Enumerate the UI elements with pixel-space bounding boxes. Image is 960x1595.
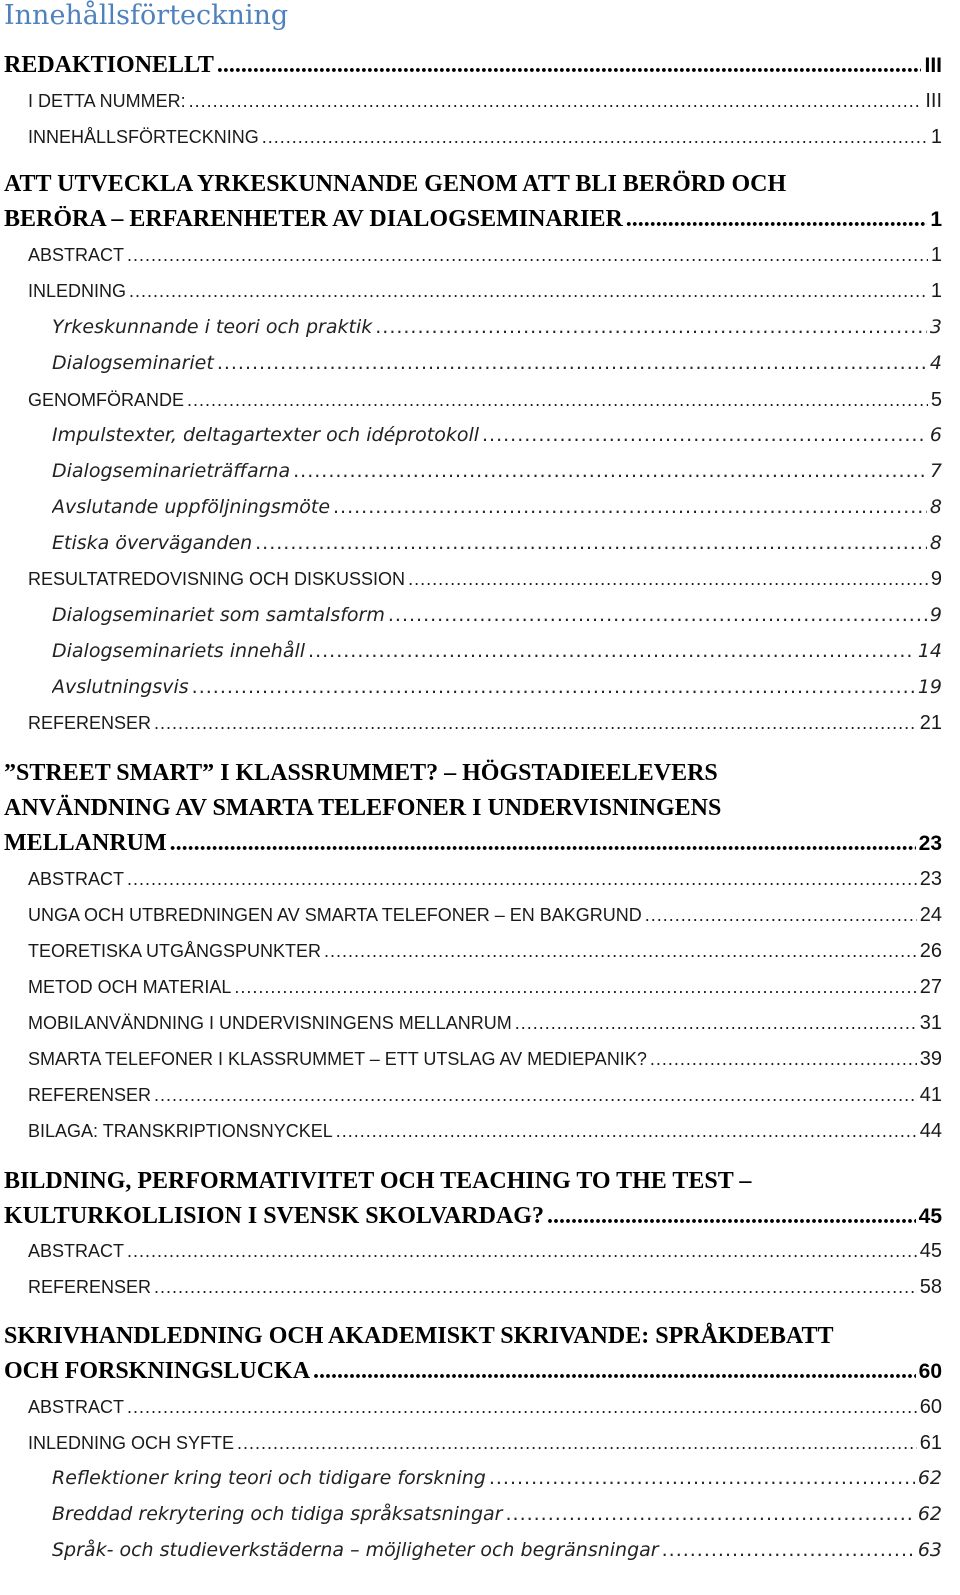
toc-page-number: 58 [919,1276,942,1298]
toc-entry-level2[interactable] [28,712,942,735]
toc-page-number: 62 [917,1503,942,1525]
toc-entry-title: ABSTRACT [28,1397,125,1417]
toc-leader-dots [129,281,928,302]
toc-page-number: 8 [929,532,942,554]
toc-entry-title: BERÖRA – ERFARENHETER AV DIALOGSEMINARIER [4,206,623,232]
toc-entry-level3[interactable] [52,460,942,482]
toc-entry-title: Reflektioner kring teori och tidigare forskning [52,1467,486,1489]
toc-leader-dots [505,1503,914,1525]
toc-entry-level3[interactable] [52,1467,942,1489]
toc-entry-level3[interactable] [52,640,942,662]
toc-entry-title: ABSTRACT [28,1241,125,1261]
toc-entry-level2[interactable] [28,90,942,113]
toc-page-number: 26 [919,940,942,962]
toc-leader-dots [217,352,927,374]
toc-leader-dots [262,127,928,148]
toc-leader-dots [547,1203,916,1230]
toc-entry-level2[interactable] [28,1432,942,1455]
toc-page-number: 41 [919,1084,942,1106]
toc-entry-level2[interactable] [28,244,942,267]
toc-entry-level1[interactable] [4,52,942,79]
toc-entry-level2[interactable] [28,568,942,591]
toc-entry-title: Impulstexter, deltagartexter och idéprotokoll [52,424,480,446]
toc-entry-title: SMARTA TELEFONER I KLASSRUMMET – ETT UTSLAG AV MEDIEPANIK? [28,1049,647,1069]
toc-leader-dots [482,424,927,446]
toc-entry-level1[interactable] [4,830,942,857]
toc-entry-title: Yrkeskunnande i teori och praktik [52,316,373,338]
toc-page-number: 63 [917,1539,942,1561]
toc-leader-dots [192,676,915,698]
toc-leader-dots [645,905,917,926]
toc-heading-text: BILDNING, PERFORMATIVITET OCH TEACHING TO THE TEST – [4,1168,752,1194]
toc-page-number: 23 [919,868,942,890]
toc-page-number: 23 [918,832,942,855]
toc-entry-level2[interactable] [28,1396,942,1419]
toc-page-number: 4 [929,352,942,374]
toc-entry-title: INLEDNING OCH SYFTE [28,1433,235,1453]
toc-entry-level3[interactable] [52,532,942,554]
toc-page-number: 39 [919,1048,942,1070]
toc-entry-level3[interactable] [52,1539,942,1561]
toc-leader-dots [217,52,922,79]
toc-page-number: 1 [930,126,942,148]
toc-entry-title: REFERENSER [28,713,152,733]
toc-entry-level2[interactable] [28,1240,942,1263]
toc-entry-level2[interactable] [28,1012,942,1035]
toc-leader-dots [313,1358,916,1385]
toc-page-number: 60 [919,1396,942,1418]
toc-entry-level1[interactable] [4,206,942,233]
toc-entry-title: Breddad rekrytering och tidiga språksatsningar [52,1503,503,1525]
toc-leader-dots [324,941,917,962]
toc-entry-title: Avslutningsvis [52,676,189,698]
toc-leader-dots [154,713,917,734]
toc-entry-title: MOBILANVÄNDNING I UNDERVISNINGENS MELLANRUM [28,1013,512,1033]
toc-leader-dots [408,569,928,590]
toc-leader-dots [127,869,917,890]
toc-page-number: 21 [919,712,942,734]
toc-leader-dots [255,532,927,554]
toc-entry-title: Språk- och studieverkstäderna – möjligheter och begränsningar [52,1539,659,1561]
toc-page-number: 5 [930,389,942,411]
toc-page-number: 61 [919,1432,942,1454]
toc-leader-dots [189,91,923,112]
toc-entry-level3[interactable] [52,1503,942,1525]
toc-leader-dots [489,1467,915,1489]
toc-page-number: 8 [929,496,942,518]
toc-page-number: 3 [929,316,942,338]
toc-entry-title: INNEHÅLLSFÖRTECKNING [28,127,259,147]
toc-entry-level3[interactable] [52,352,942,374]
toc-page-number: 9 [930,568,942,590]
toc-leader-dots [293,460,927,482]
toc-leader-dots [237,1433,917,1454]
toc-entry-level2[interactable] [28,1276,942,1299]
toc-entry-level3[interactable] [52,676,942,698]
toc-entry-title: Etiska överväganden [52,532,253,554]
toc-entry-level2[interactable] [28,868,942,891]
toc-page-number: 19 [917,676,942,698]
toc-leader-dots [154,1277,917,1298]
toc-entry-title: TEORETISKA UTGÅNGSPUNKTER [28,941,322,961]
toc-entry-title: RESULTATREDOVISNING OCH DISKUSSION [28,569,406,589]
toc-leader-dots [154,1085,917,1106]
toc-heading-text: ANVÄNDNING AV SMARTA TELEFONER I UNDERVISNINGENS [4,795,722,821]
toc-entry-level2[interactable] [28,1084,942,1107]
toc-page-number: 45 [918,1205,942,1228]
toc-leader-dots [234,977,916,998]
toc-leader-dots [336,1121,917,1142]
toc-page-number: 1 [930,280,942,302]
toc-leader-dots [308,640,915,662]
toc-heading-text: ATT UTVECKLA YRKESKUNNANDE GENOM ATT BLI BERÖRD OCH [4,171,787,197]
toc-page-number: 44 [919,1120,942,1142]
toc-leader-dots [650,1049,917,1070]
toc-page-number: 45 [919,1240,942,1262]
toc-entry-title: MELLANRUM [4,830,167,856]
toc-entry-level1[interactable] [4,1203,942,1230]
toc-entry-title: Dialogseminariets innehåll [52,640,306,662]
toc-entry-title: Dialogseminariet som samtalsform [52,604,385,626]
toc-entry-level3[interactable] [52,316,942,338]
toc-entry-title: METOD OCH MATERIAL [28,977,232,997]
toc-page-number: 62 [917,1467,942,1489]
toc-entry-title: Dialogseminarieträffarna [52,460,291,482]
toc-page-number: 60 [918,1360,942,1383]
toc-leader-dots [127,1241,917,1262]
toc-entry-title: INLEDNING [28,281,127,301]
toc-page-number: 31 [919,1012,942,1034]
toc-entry-level2[interactable] [28,940,942,963]
toc-entry-title: Avslutande uppföljningsmöte [52,496,331,518]
toc-page-number: 24 [919,904,942,926]
toc-heading-text: SKRIVHANDLEDNING OCH AKADEMISKT SKRIVANDE: SPRÅKDEBATT [4,1323,834,1349]
toc-leader-dots [388,604,927,626]
toc-leader-dots [333,496,927,518]
toc-page-number: III [924,54,942,77]
toc-page-number: 6 [929,424,942,446]
toc-leader-dots [127,245,928,266]
toc-entry-title: BILAGA: TRANSKRIPTIONSNYCKEL [28,1121,333,1141]
toc-leader-dots [662,1539,915,1561]
toc-entry-title: REFERENSER [28,1277,152,1297]
toc-entry-title: KULTURKOLLISION I SVENSK SKOLVARDAG? [4,1203,544,1229]
toc-leader-dots [170,830,916,857]
toc-entry-level2[interactable] [28,1120,942,1143]
toc-entry-level2[interactable] [28,126,942,149]
toc-leader-dots [626,206,928,233]
toc-page-number: 1 [930,208,942,231]
toc-entry-title: GENOMFÖRANDE [28,390,185,410]
toc-heading-text: ”STREET SMART” I KLASSRUMMET? – HÖGSTADIEELEVERS [4,760,718,786]
toc-entry-level2[interactable] [28,976,942,999]
toc-page-number: III [925,90,942,112]
toc-page-number: 9 [929,604,942,626]
toc-entry-title: UNGA OCH UTBREDNINGEN AV SMARTA TELEFONER – EN BAKGRUND [28,905,642,925]
toc-leader-dots [127,1397,917,1418]
toc-entry-level3[interactable] [52,496,942,518]
toc-entry-title: ABSTRACT [28,869,125,889]
toc-page-number: 7 [929,460,942,482]
toc-page-number: 14 [917,640,942,662]
toc-entry-level2[interactable] [28,1048,942,1071]
toc-entry-level2[interactable] [28,389,942,412]
toc-page-number: 1 [930,244,942,266]
page-title: Innehållsförteckning [4,0,289,31]
toc-leader-dots [375,316,927,338]
toc-entry-title: REFERENSER [28,1085,152,1105]
toc-entry-level1[interactable] [4,1358,942,1385]
toc-entry-title: ABSTRACT [28,245,125,265]
toc-page-number: 27 [919,976,942,998]
toc-entry-level3[interactable] [52,424,942,446]
toc-entry-level2[interactable] [28,904,942,927]
toc-entry-level2[interactable] [28,280,942,303]
toc-entry-title: OCH FORSKNINGSLUCKA [4,1358,311,1384]
toc-entry-title: REDAKTIONELLT [4,52,214,78]
toc-leader-dots [187,390,928,411]
toc-entry-title: Dialogseminariet [52,352,214,374]
toc-entry-level3[interactable] [52,604,942,626]
toc-leader-dots [515,1013,917,1034]
toc-entry-title: I DETTA NUMMER: [28,91,186,111]
